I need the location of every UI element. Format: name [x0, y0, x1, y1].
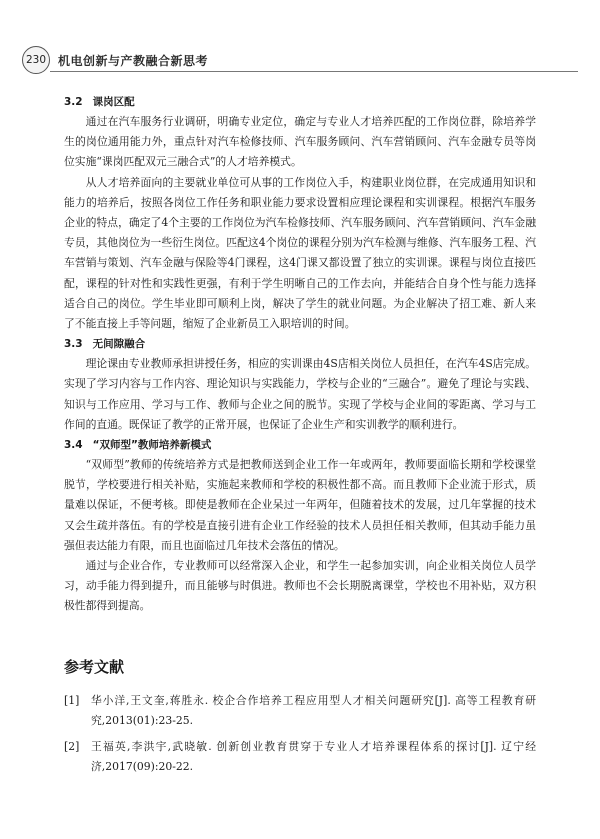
- paragraph: “双师型”教师的传统培养方式是把教师送到企业工作一年或两年，教师要面临长期和学校课堂脱节，学校要进行相关补贴，实施起来教师和学校的积极性都不高。而且教师下企业流于形式，质量难以保证，不便考核。即使是教师在企业呆过一年两年，但随着技术的发展，过几年掌握的技术又会生疏并落伍。有的学校是直接引进有企业工作经验的技术人员担任相关教师，但其动手能力虽强但表达能力有限，而且也面临过几年技术会落伍的情况。: [64, 458, 536, 552]
- section-title: 无间隙融合: [92, 338, 146, 351]
- section-heading-3-4: [64, 435, 536, 455]
- paragraph: 通过在汽车服务行业调研，明确专业定位，确定与专业人才培养匹配的工作岗位群，除培养学生的岗位通用能力外，重点针对汽车检修技师、汽车服务顾问、汽车营销顾问、汽车金融专员等岗位实施“课岗匹配双元三融合式”的人才培养模式。: [64, 115, 536, 169]
- references-title: 参考文献: [64, 657, 125, 676]
- reference-number: [1]: [64, 693, 80, 707]
- reference-number: [2]: [64, 739, 80, 753]
- section-heading-3-3: [64, 334, 536, 354]
- section-number: 3.2: [64, 96, 83, 108]
- paragraph: 从人才培养面向的主要就业单位可从事的工作岗位入手，构建职业岗位群，在完成通用知识和能力的培养后，按照各岗位工作任务和职业能力要求设置相应理论课程和实训课程。根据汽车服务企业的特点，确定了4个主要的工作岗位为汽车检修技师、汽车服务顾问、汽车营销顾问、汽车金融专员，其他岗位为一些衍生岗位。匹配这4个岗位的课程分别为汽车检测与维修、汽车服务工程、汽车营销与策划、汽车金融与保险等4门课程，这4门课又都设置了独立的实训课。课程与岗位直接匹配，课程的针对性和实践性更强，有利于学生明晰自己的工作去向，并能结合自身个性与能力选择适合自己的岗位。学生毕业即可顺利上岗，解决了学生的就业问题。为企业解决了招工难、新人来了不能直接上手等问题，缩短了企业新员工入职培训的时间。: [64, 175, 536, 331]
- section-heading-3-2: [64, 92, 536, 112]
- section-number: 3.3: [64, 338, 83, 351]
- paragraph: 理论课由专业教师承担讲授任务，相应的实训课由4S店相关岗位人员担任，在汽车4S店完成。实现了学习内容与工作内容、理论知识与实践能力，学校与企业的“三融合”。避免了理论与实践、知识与工作应用、学习与工作、教师与企业之间的脱节。实现了学校与企业间的零距离、学习与工作间的直通。既保证了教学的正常开展，也保证了企业生产和实训教学的顺利进行。: [64, 357, 536, 431]
- reference-item: [64, 691, 536, 731]
- section-number: 3.4: [64, 439, 83, 452]
- header-rule: [50, 71, 578, 72]
- page-number-badge: 230: [22, 46, 50, 74]
- reference-item: [64, 737, 536, 777]
- paragraph: 通过与企业合作，专业教师可以经常深入企业，和学生一起参加实训，向企业相关岗位人员学习，动手能力得到提升，而且能够与时俱进。教师也不会长期脱离课堂，学校也不用补贴，双方积极性都得到提高。: [64, 559, 536, 613]
- running-title: 机电创新与产教融合新思考: [58, 54, 209, 68]
- section-title: 课岗区配: [92, 96, 135, 108]
- reference-text: 华小洋,王文奎,蒋胜永. 校企合作培养工程应用型人才相关问题研究[J]. 高等工程教育研究,2013(01):23-25.: [91, 693, 536, 727]
- section-title: “双师型”教师培养新模式: [92, 439, 212, 452]
- reference-text: 王福英,李洪宇,武晓敏. 创新创业教育贯穿于专业人才培养课程体系的探讨[J]. 辽宁经济,2017(09):20-22.: [91, 739, 536, 773]
- page-header: [22, 46, 578, 76]
- main-content: [64, 92, 536, 783]
